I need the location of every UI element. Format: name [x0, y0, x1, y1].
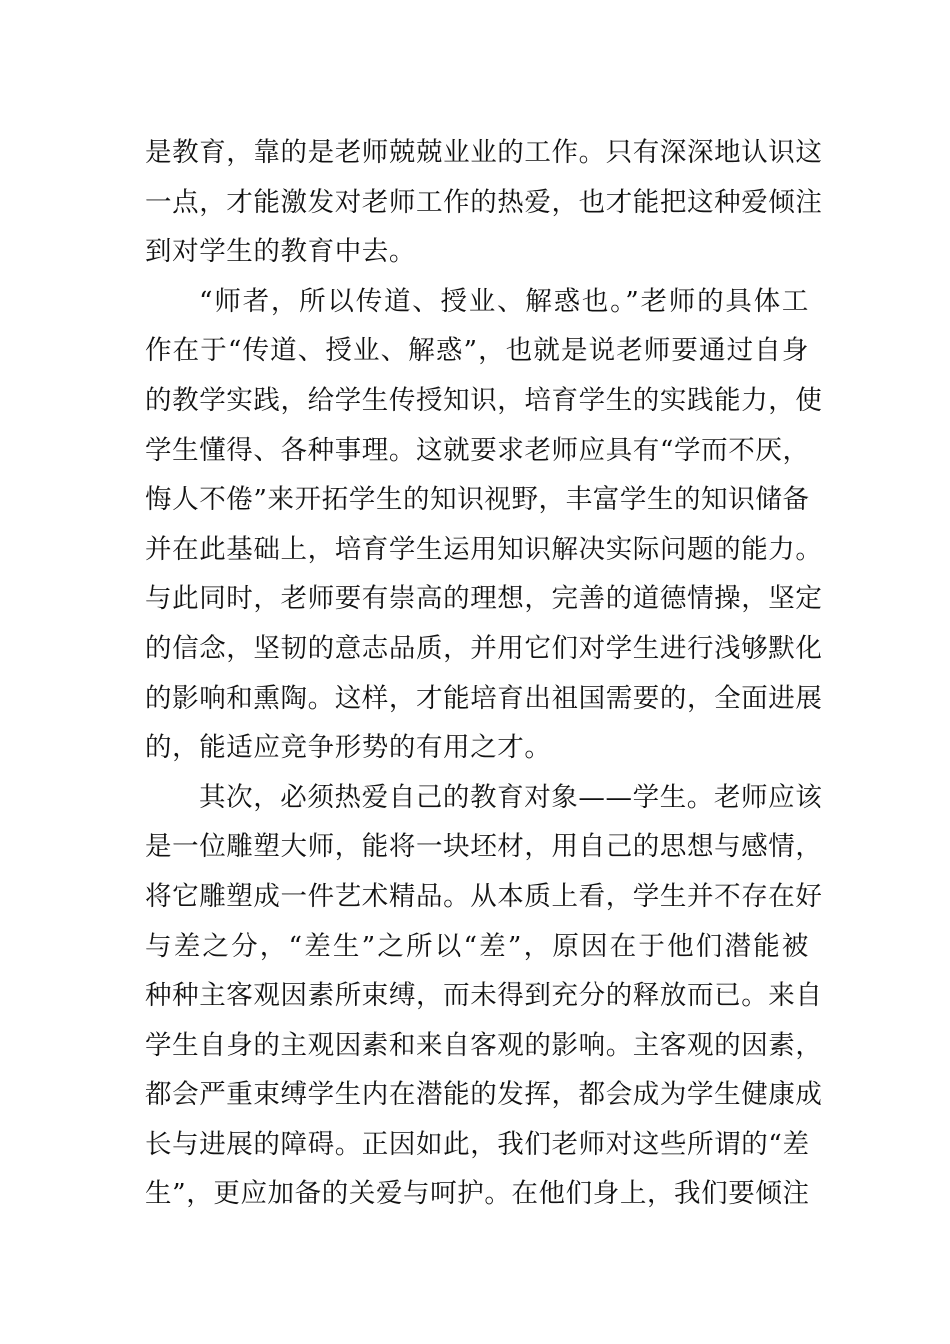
text-line: 并在此基础上，培育学生运用知识解决实际问题的能力。	[145, 533, 823, 565]
text-line: 的，能适应竞争形势的有用之才。	[145, 732, 552, 764]
text-line: 种种主客观因素所束缚，而未得到充分的释放而已。来自	[145, 980, 823, 1012]
text-line: 是教育，靠的是老师兢兢业业的工作。只有深深地认识这	[145, 137, 823, 168]
text-line: 的影响和熏陶。这样，才能培育出祖国需要的，全面进展	[145, 682, 823, 714]
text-line: 都会严重束缚学生内在潜能的发挥，都会成为学生健康成	[145, 1079, 823, 1111]
text-line: 长与进展的障碍。正因如此，我们老师对这些所谓的“差	[145, 1128, 810, 1160]
text-line: 学生自身的主观因素和来自客观的影响。主客观的因素，	[145, 1029, 823, 1061]
text-line: 作在于“传道、授业、解惑”，也就是说老师要通过自身	[145, 335, 809, 367]
text-line: 的教学实践，给学生传授知识，培育学生的实践能力，使	[145, 384, 823, 416]
text-line: “师者，所以传道、授业、解惑也。”老师的具体工	[199, 285, 809, 317]
text-line: 学生懂得、各种事理。这就要求老师应具有“学而不厌，	[145, 434, 810, 466]
text-line: 与差之分，“差生”之所以“差”，原因在于他们潜能被	[145, 930, 809, 962]
text-line: 一点，才能激发对老师工作的热爱，也才能把这种爱倾注	[145, 186, 823, 218]
text-line: 其次，必须热爱自己的教育对象——学生。老师应该	[199, 781, 823, 813]
text-line: 的信念，坚韧的意志品质，并用它们对学生进行浅够默化	[145, 632, 823, 664]
body-text	[145, 128, 823, 1219]
text-line: 悔人不倦”来开拓学生的知识视野，丰富学生的知识储备	[145, 484, 810, 516]
text-line: 是一位雕塑大师，能将一块坯材，用自己的思想与感情，	[145, 831, 823, 863]
text-line: 与此同时，老师要有崇高的理想，完善的道德情操，坚定	[145, 583, 823, 615]
text-line: 生”，更应加备的关爱与呵护。在他们身上，我们要倾注	[145, 1178, 810, 1210]
text-line: 到对学生的教育中去。	[145, 236, 416, 268]
text-line: 将它雕塑成一件艺术精品。从本质上看，学生并不存在好	[145, 880, 823, 912]
